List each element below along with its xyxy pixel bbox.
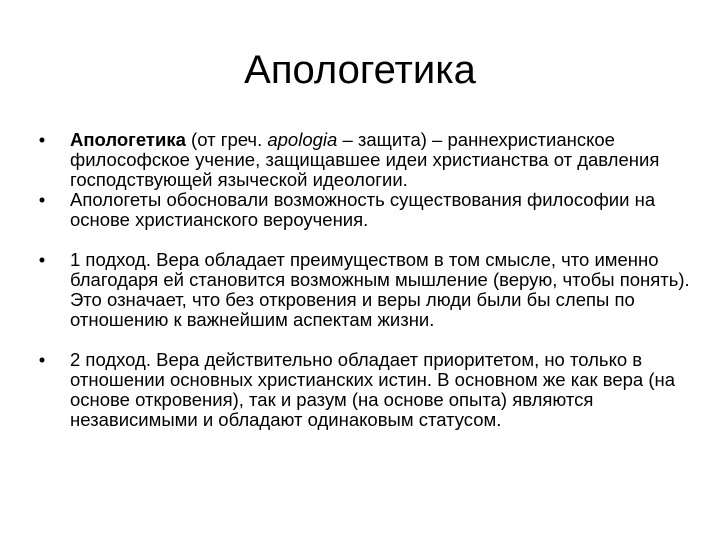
slide-title: Апологетика	[244, 48, 476, 92]
bullet-term: Апологетика	[70, 129, 186, 150]
bullet-icon: •	[38, 249, 46, 270]
bullet-item-approach-2	[34, 350, 694, 430]
bullet-latin-word: apologia	[267, 129, 338, 150]
bullet-icon: •	[38, 129, 46, 150]
bullet-list	[34, 130, 694, 430]
bullet-text: 1 подход. Вера обладает преимуществом в том смысле, что именно благодаря ей становится возможным мышление (верую, чтобы понять). Это означает, что без откровения и веры люди были бы слепы по отношению к важнейшим аспектам жизни.	[70, 249, 690, 330]
bullet-item-definition	[34, 130, 694, 190]
bullet-text: 2 подход. Вера действительно обладает приоритетом, но только в отношении основных христианских истин. В основном же как вера (на основе откровения), так и разум (на основе опыта) являются независимыми и обладают одинаковым статусом.	[70, 349, 676, 430]
bullet-icon: •	[38, 189, 46, 210]
bullet-icon: •	[38, 349, 46, 370]
bullet-item-apologists	[34, 190, 694, 230]
bullet-text-post: – защита) – раннехристианское философское учение, защищавшее идеи христианства от давления господствующей языческой идеологии.	[70, 129, 660, 190]
bullet-text-pre: (от греч.	[185, 129, 268, 150]
bullet-text: Апологеты обосновали возможность существования философии на основе христианского вероучения.	[70, 189, 656, 230]
bullet-item-approach-1	[34, 250, 694, 330]
